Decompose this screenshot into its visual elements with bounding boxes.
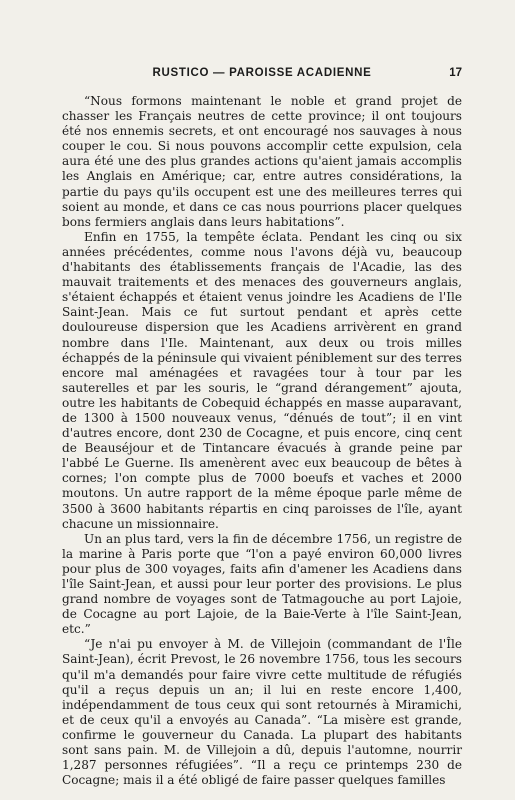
paragraph-quote: “Nous formons maintenant le noble et grand projet de chasser les Français neutres de cette province; il ont toujours été nos ennemis secrets, et ont encouragé nos sauvages à nous couper le cou. Si nous pouvons accomplir cette expulsion, cela aura été une des plus grandes actions qu'aient jamais accomplis les Anglais en Amérique; car, entre autres considérations, la partie du pays qu'ils occupent est une des meilleures terres qui soient au monde, et dans ce cas nous pourrions placer quelques bons fermiers anglais dans leurs habitations”. [62, 94, 462, 229]
page-number: 17 [449, 67, 462, 79]
page-header [62, 66, 462, 80]
body-text [62, 94, 462, 788]
running-title: RUSTICO — PAROISSE ACADIENNE [152, 67, 372, 79]
paragraph-prevost-letter: “Je n'ai pu envoyer à M. de Villejoin (commandant de l'Île Saint-Jean), écrit Prevost, le 26 novembre 1756, tous les secours qu'il m'a demandés pour faire vivre cette multitude de réfugiés qu'il a reçus depuis un an; il lui en reste encore 1,400, indépendamment de tous ceux qui sont retournés à Miramichi, et de ceux qu'il a envoyés au Canada”. “La misère est grande, confirme le gouverneur du Canada. La plupart des habitants sont sans pain. M. de Villejoin a dû, depuis l'automne, nourrir 1,287 personnes réfugiées”. “Il a reçu ce printemps 230 de Cocagne; mais il a été obligé de faire passer quelques familles [62, 637, 462, 788]
paragraph-1755-dispersion: Enfin en 1755, la tempête éclata. Pendant les cinq ou six années précédentes, comme nous l'avons déjà vu, beaucoup d'habitants des établissements français de l'Acadie, las des mauvait traitements et des menaces des gouverneurs anglais, s'étaient échappés et étaient venus joindre les Acadiens de l'Ile Saint-Jean. Mais ce fut surtout pendant et après cette douloureuse dispersion que les Acadiens arrivèrent en grand nombre dans l'Ile. Maintenant, aux deux ou trois milles échappés de la péninsule qui vivaient péniblement sur des terres encore mal aménagées et ravagées tour à tour par les sauterelles et par les souris, le “grand dérangement” ajouta, outre les habitants de Cobequid échappés en masse auparavant, de 1300 à 1500 nouveaux venus, “dénués de tout”; il en vint d'autres encore, dont 230 de Cocagne, et puis encore, cinq cent de Beauséjour et de Tintancare évacués à grande peine par l'abbé Le Guerne. Ils amenèrent avec eux beaucoup de bêtes à cornes; l'on compte plus de 7000 boeufs et vaches et 2000 moutons. Un autre rapport de la même époque parle même de 3500 à 3600 habitants répartis en cinq paroisses de l'île, ayant chacune un missionnaire. [62, 229, 462, 531]
paragraph-marine-register: Un an plus tard, vers la fin de décembre 1756, un registre de la marine à Paris porte que “l'on a payé environ 60,000 livres pour plus de 300 voyages, faits afin d'amener les Acadiens dans l'île Saint-Jean, et aussi pour leur porter des provisions. Le plus grand nombre de voyages sont de Tatmagouche au port Lajoie, de Cocagne au port Lajoie, de la Baie-Verte à l'île Saint-Jean, etc.” [62, 531, 462, 637]
